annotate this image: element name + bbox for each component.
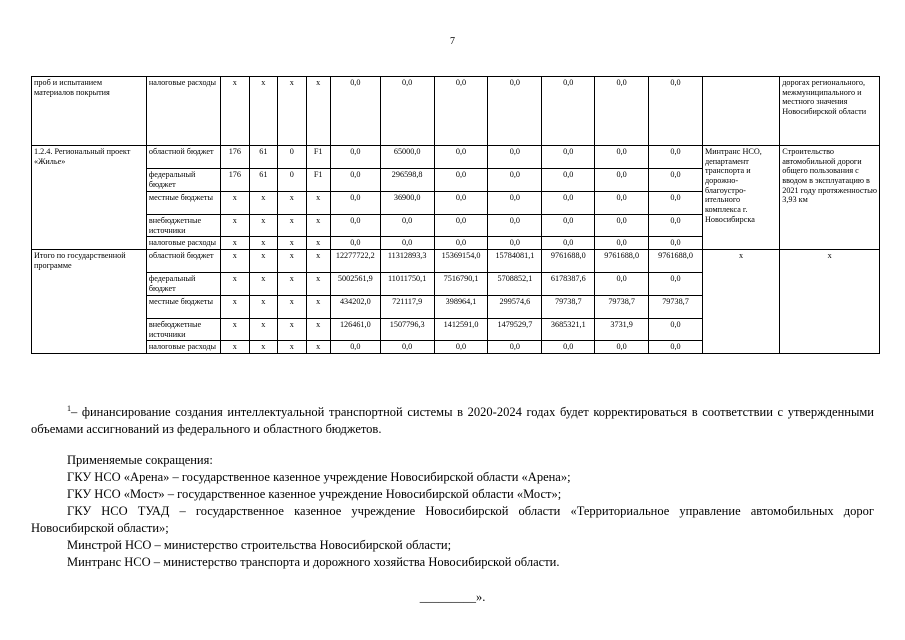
- expected-result-cell: x: [780, 250, 880, 354]
- budget-code-cell: x: [306, 319, 330, 341]
- amount-cell: 0,0: [488, 77, 542, 146]
- table-row: [32, 146, 880, 169]
- amount-cell: 3685321,1: [542, 319, 595, 341]
- measure-name-cell: Итого по государственной программе: [32, 250, 147, 354]
- amount-cell: 15784081,1: [488, 250, 542, 273]
- budget-code-cell: x: [221, 192, 249, 215]
- amount-cell: 0,0: [330, 146, 380, 169]
- amount-cell: 1412591,0: [434, 319, 488, 341]
- amount-cell: 0,0: [434, 77, 488, 146]
- budget-code-cell: 61: [249, 169, 277, 192]
- amount-cell: 0,0: [542, 169, 595, 192]
- amount-cell: 434202,0: [330, 296, 380, 319]
- table-body: [32, 77, 880, 354]
- amount-cell: 11312893,3: [380, 250, 434, 273]
- amount-cell: 0,0: [542, 192, 595, 215]
- budget-code-cell: x: [278, 250, 306, 273]
- budget-code-cell: x: [278, 296, 306, 319]
- amount-cell: 126461,0: [330, 319, 380, 341]
- table-row: [32, 250, 880, 273]
- abbreviations: [31, 452, 874, 571]
- amount-cell: 0,0: [649, 146, 703, 169]
- budget-code-cell: x: [249, 237, 277, 250]
- amount-cell: 0,0: [595, 192, 649, 215]
- budget-code-cell: x: [249, 319, 277, 341]
- amount-cell: 0,0: [649, 169, 703, 192]
- amount-cell: 0,0: [595, 169, 649, 192]
- amount-cell: 79738,7: [542, 296, 595, 319]
- amount-cell: 0,0: [542, 341, 595, 354]
- footnote-text: – финансирование создания интеллектуальной транспортной системы в 2020-2024 годах будет корректироваться в соответствии с утвержденными объемами ассигнований из федерального и областного бюджетов.: [31, 405, 874, 436]
- amount-cell: 0,0: [488, 237, 542, 250]
- funding-source-cell: внебюджетные источники: [146, 319, 220, 341]
- amount-cell: 5708852,1: [488, 273, 542, 296]
- closing-mark: _________».: [419, 590, 486, 604]
- amount-cell: 0,0: [330, 341, 380, 354]
- executor-cell: x: [702, 250, 779, 354]
- budget-code-cell: x: [249, 273, 277, 296]
- amount-cell: 0,0: [380, 77, 434, 146]
- budget-code-cell: x: [278, 215, 306, 237]
- abbreviation-item: ГКУ НСО «Мост» – государственное казенное учреждение Новосибирской области «Мост»;: [67, 487, 562, 501]
- budget-code-cell: x: [306, 77, 330, 146]
- funding-source-cell: местные бюджеты: [146, 296, 220, 319]
- funding-source-cell: налоговые расходы: [146, 237, 220, 250]
- amount-cell: 11011750,1: [380, 273, 434, 296]
- budget-code-cell: x: [306, 273, 330, 296]
- amount-cell: 0,0: [649, 341, 703, 354]
- budget-code-cell: 0: [278, 169, 306, 192]
- budget-code-cell: x: [278, 319, 306, 341]
- funding-source-cell: федеральный бюджет: [146, 273, 220, 296]
- footnote: [31, 404, 874, 438]
- amount-cell: 7516790,1: [434, 273, 488, 296]
- amount-cell: 0,0: [595, 146, 649, 169]
- budget-code-cell: F1: [306, 169, 330, 192]
- amount-cell: 1479529,7: [488, 319, 542, 341]
- budget-code-cell: x: [306, 341, 330, 354]
- budget-code-cell: 176: [221, 146, 249, 169]
- page-number: 7: [450, 36, 455, 47]
- amount-cell: 0,0: [542, 215, 595, 237]
- budget-code-cell: x: [249, 192, 277, 215]
- amount-cell: 0,0: [380, 237, 434, 250]
- funding-source-cell: местные бюджеты: [146, 192, 220, 215]
- footnote-mark: 1: [67, 403, 71, 413]
- funding-source-cell: областной бюджет: [146, 146, 220, 169]
- amount-cell: 0,0: [595, 77, 649, 146]
- amount-cell: 0,0: [649, 273, 703, 296]
- amount-cell: 9761688,0: [542, 250, 595, 273]
- funding-source-cell: федеральный бюджет: [146, 169, 220, 192]
- amount-cell: 0,0: [330, 215, 380, 237]
- table-row: [32, 77, 880, 146]
- amount-cell: 0,0: [434, 215, 488, 237]
- amount-cell: 0,0: [488, 215, 542, 237]
- budget-code-cell: x: [221, 250, 249, 273]
- amount-cell: 79738,7: [649, 296, 703, 319]
- amount-cell: 0,0: [434, 192, 488, 215]
- amount-cell: 6178387,6: [542, 273, 595, 296]
- amount-cell: 0,0: [649, 237, 703, 250]
- amount-cell: 0,0: [595, 273, 649, 296]
- amount-cell: 0,0: [488, 192, 542, 215]
- amount-cell: 1507796,3: [380, 319, 434, 341]
- amount-cell: 0,0: [434, 169, 488, 192]
- budget-code-cell: x: [249, 296, 277, 319]
- budget-code-cell: x: [278, 192, 306, 215]
- amount-cell: 15369154,0: [434, 250, 488, 273]
- budget-code-cell: x: [221, 319, 249, 341]
- budget-code-cell: x: [221, 273, 249, 296]
- budget-code-cell: 0: [278, 146, 306, 169]
- amount-cell: 0,0: [542, 77, 595, 146]
- amount-cell: 3731,9: [595, 319, 649, 341]
- amount-cell: 0,0: [330, 169, 380, 192]
- budget-code-cell: x: [306, 237, 330, 250]
- amount-cell: 0,0: [649, 77, 703, 146]
- amount-cell: 0,0: [330, 192, 380, 215]
- amount-cell: 0,0: [434, 341, 488, 354]
- amount-cell: 79738,7: [595, 296, 649, 319]
- amount-cell: 65000,0: [380, 146, 434, 169]
- budget-code-cell: x: [249, 341, 277, 354]
- funding-source-cell: внебюджетные источники: [146, 215, 220, 237]
- amount-cell: 721117,9: [380, 296, 434, 319]
- budget-code-cell: x: [306, 296, 330, 319]
- program-financing-table: [31, 76, 880, 354]
- budget-code-cell: x: [306, 250, 330, 273]
- funding-source-cell: областной бюджет: [146, 250, 220, 273]
- budget-code-cell: x: [221, 215, 249, 237]
- amount-cell: 0,0: [330, 237, 380, 250]
- budget-code-cell: x: [278, 77, 306, 146]
- amount-cell: 296598,8: [380, 169, 434, 192]
- amount-cell: 0,0: [488, 341, 542, 354]
- funding-source-cell: налоговые расходы: [146, 341, 220, 354]
- amount-cell: 0,0: [649, 319, 703, 341]
- abbreviation-item: Минстрой НСО – министерство строительства Новосибирской области;: [67, 538, 452, 552]
- budget-code-cell: x: [306, 215, 330, 237]
- budget-code-cell: x: [249, 250, 277, 273]
- amount-cell: 0,0: [330, 77, 380, 146]
- abbreviation-item: Минтранс НСО – министерство транспорта и дорожного хозяйства Новосибирской области.: [67, 555, 560, 569]
- amount-cell: 9761688,0: [595, 250, 649, 273]
- amount-cell: 0,0: [595, 215, 649, 237]
- executor-cell: [702, 77, 779, 146]
- budget-code-cell: x: [221, 237, 249, 250]
- amount-cell: 0,0: [595, 341, 649, 354]
- amount-cell: 299574,6: [488, 296, 542, 319]
- amount-cell: 9761688,0: [649, 250, 703, 273]
- budget-code-cell: F1: [306, 146, 330, 169]
- abbreviation-item: ГКУ НСО ТУАД – государственное казенное учреждение Новосибирской области «Территориальное управление автомобильных дорог Новосибирской области»;: [31, 504, 874, 535]
- amount-cell: 36900,0: [380, 192, 434, 215]
- budget-code-cell: x: [249, 77, 277, 146]
- amount-cell: 0,0: [542, 237, 595, 250]
- budget-code-cell: x: [221, 296, 249, 319]
- abbreviations-heading: Применяемые сокращения:: [67, 453, 213, 467]
- amount-cell: 0,0: [542, 146, 595, 169]
- amount-cell: 0,0: [380, 215, 434, 237]
- budget-code-cell: x: [221, 77, 249, 146]
- budget-code-cell: 61: [249, 146, 277, 169]
- amount-cell: 12277722,2: [330, 250, 380, 273]
- executor-cell: Минтранс НСО, департамент транспорта и дорожно-благоустро-ительного комплекса г. Новосибирска: [702, 146, 779, 250]
- budget-code-cell: x: [306, 192, 330, 215]
- funding-source-cell: налоговые расходы: [146, 77, 220, 146]
- budget-code-cell: x: [221, 341, 249, 354]
- budget-code-cell: x: [278, 341, 306, 354]
- amount-cell: 0,0: [380, 341, 434, 354]
- abbreviation-item: ГКУ НСО «Арена» – государственное казенное учреждение Новосибирской области «Арена»;: [67, 470, 571, 484]
- amount-cell: 0,0: [649, 192, 703, 215]
- expected-result-cell: Строительство автомобильной дороги общего пользования с вводом в эксплуатацию в 2021 году протяженностью 3,93 км: [780, 146, 880, 250]
- amount-cell: 0,0: [434, 237, 488, 250]
- budget-code-cell: x: [278, 237, 306, 250]
- budget-code-cell: x: [249, 215, 277, 237]
- budget-code-cell: 176: [221, 169, 249, 192]
- amount-cell: 0,0: [595, 237, 649, 250]
- amount-cell: 398964,1: [434, 296, 488, 319]
- amount-cell: 5002561,9: [330, 273, 380, 296]
- expected-result-cell: дорогах регионального, межмуниципального и местного значения Новосибирской области: [780, 77, 880, 146]
- budget-code-cell: x: [278, 273, 306, 296]
- amount-cell: 0,0: [649, 215, 703, 237]
- amount-cell: 0,0: [488, 146, 542, 169]
- measure-name-cell: 1.2.4. Региональный проект «Жилье»: [32, 146, 147, 250]
- measure-name-cell: проб и испытанием материалов покрытия: [32, 77, 147, 146]
- amount-cell: 0,0: [434, 146, 488, 169]
- amount-cell: 0,0: [488, 169, 542, 192]
